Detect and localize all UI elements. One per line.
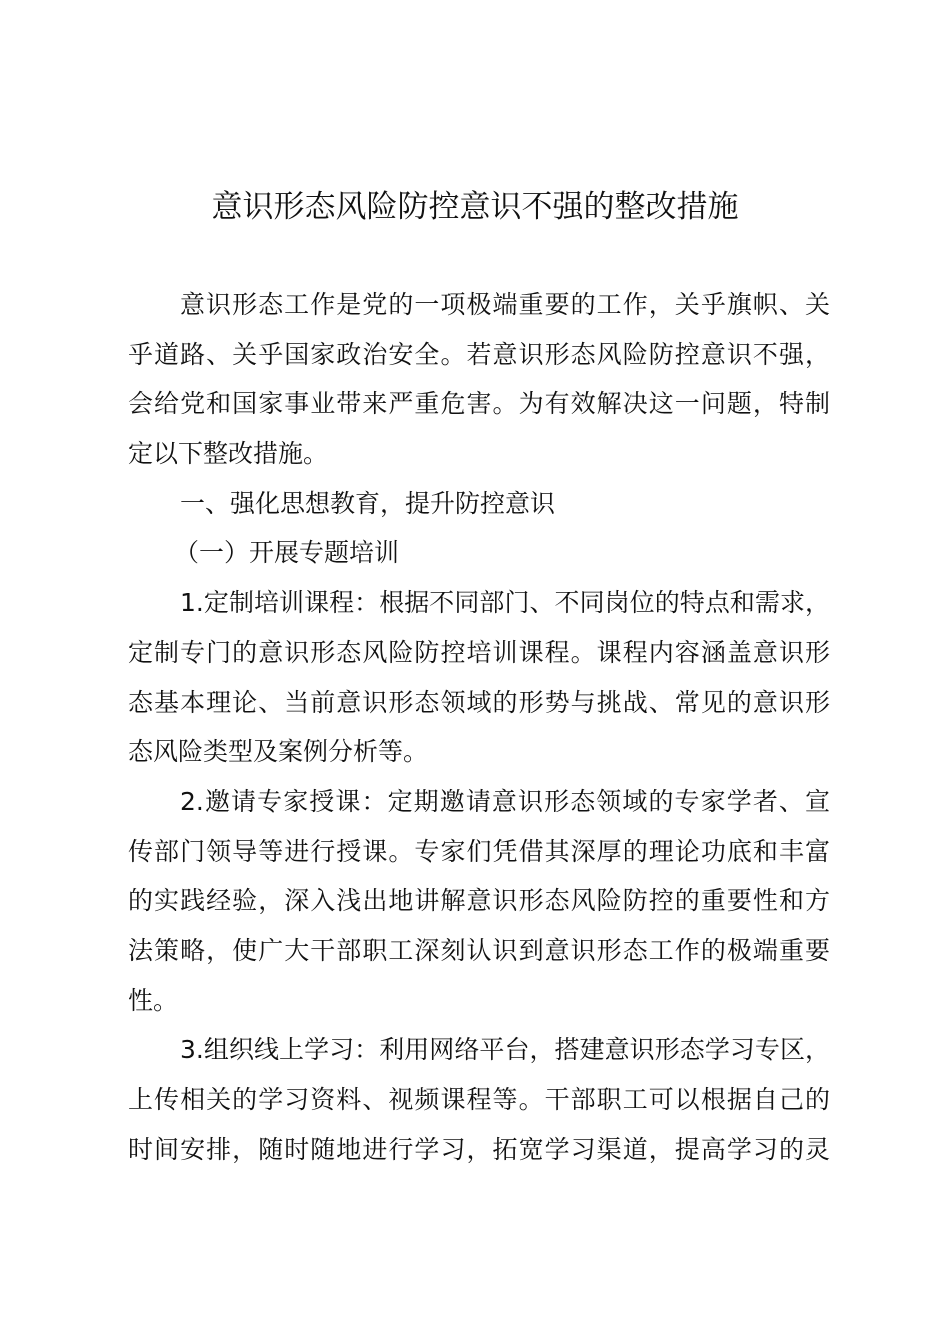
paragraph [128,578,830,777]
text-line: 一、强化思想教育，提升防控意识 [180,488,556,518]
paragraph [128,1025,830,1174]
subsection-heading [128,528,830,578]
paragraph [128,777,830,1025]
text-line: 态风险类型及案例分析等。 [128,737,429,767]
text-line: 时间安排，随时随地进行学习，拓宽学习渠道，提高学习的灵 [128,1134,830,1164]
text-line: 性。 [128,985,179,1015]
text-line: 态基本理论、当前意识形态领域的形势与挑战、常见的意识形 [128,687,830,717]
document-body [128,280,830,1174]
text-line: 3.组织线上学习：利用网络平台，搭建意识形态学习专区， [180,1035,830,1065]
text-line: 意识形态工作是党的一项极端重要的工作，关乎旗帜、关 [180,290,830,319]
text-line: 2.邀请专家授课：定期邀请意识形态领域的专家学者、宣 [180,786,830,816]
text-line: 定以下整改措施。 [128,439,329,469]
text-line: 上传相关的学习资料、视频课程等。干部职工可以根据自己的 [128,1085,830,1114]
paragraph [128,280,830,479]
document-title: 意识形态风险防控意识不强的整改措施 [211,189,739,225]
text-line: 法策略，使广大干部职工深刻认识到意识形态工作的极端重要 [128,935,830,965]
text-line: 的实践经验，深入浅出地讲解意识形态风险防控的重要性和方 [128,886,830,916]
text-line: 1.定制培训课程：根据不同部门、不同岗位的特点和需求， [180,588,830,618]
text-line: 定制专门的意识形态风险防控培训课程。课程内容涵盖意识形 [128,637,830,667]
text-line: 传部门领导等进行授课。专家们凭借其深厚的理论功底和丰富 [128,836,830,866]
text-line: （一）开展专题培训 [174,538,400,568]
text-line: 会给党和国家事业带来严重危害。为有效解决这一问题，特制 [128,389,830,419]
section-heading [128,479,830,529]
text-line: 乎道路、关乎国家政治安全。若意识形态风险防控意识不强， [128,339,830,369]
